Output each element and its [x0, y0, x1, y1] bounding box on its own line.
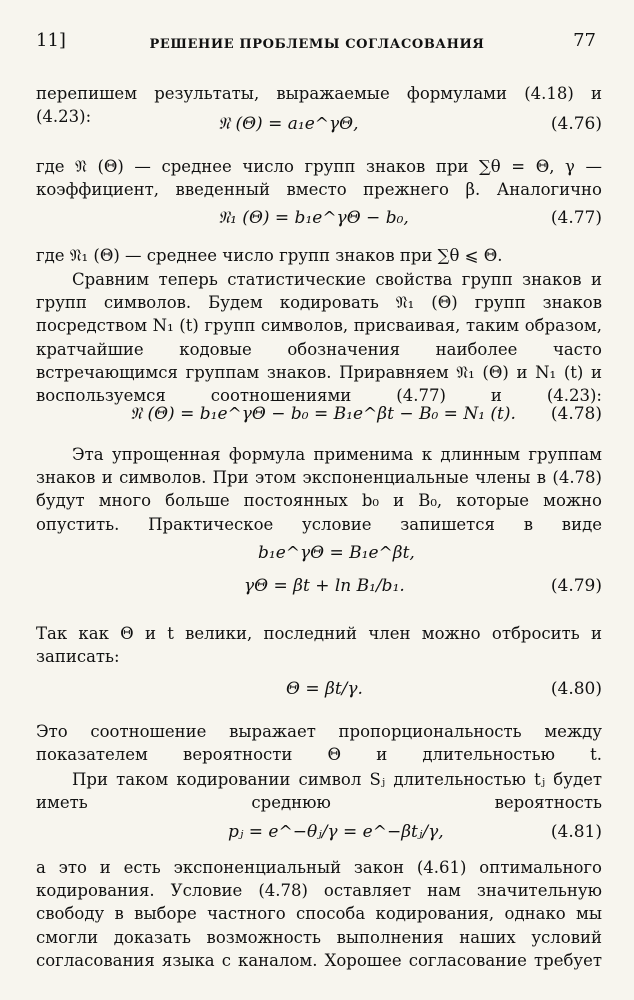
equation-4-77-number: (4.77) — [550, 208, 602, 228]
paragraph-6: Так как Θ и t велики, последний член можно отбросить и записать: — [36, 624, 602, 667]
paragraph-7: Это соотношение выражает пропорциональность между показателем вероятности Θ и длительностью t. — [36, 722, 602, 765]
chapter-number: 11] — [36, 30, 66, 51]
running-title: РЕШЕНИЕ ПРОБЛЕМЫ СОГЛАСОВАНИЯ — [149, 37, 485, 52]
equation-4-79-line2 — [36, 576, 602, 604]
paragraph-3: где 𝔑₁ (Θ) — среднее число групп знаков при ∑θ ⩽ Θ. — [36, 246, 503, 265]
equation-4-78-number: (4.78) — [550, 404, 602, 424]
equation-4-79-formula-2: γΘ = βt + ln B₁/b₁. — [244, 576, 405, 596]
equation-4-76 — [36, 114, 602, 142]
equation-4-79-formula-1: b₁e^γΘ = B₁e^βt, — [258, 543, 415, 563]
paragraph-1: перепишем результаты, выражаемые формулами (4.18) и (4.23): — [36, 84, 602, 127]
equation-4-77-formula: 𝔑₁ (Θ) = b₁e^γΘ − b₀, — [218, 208, 409, 228]
paragraph-4: Сравним теперь статистические свойства групп знаков и групп символов. Будем кодировать 𝔑₁ (Θ) групп знаков посредством N₁ (t) групп символов, присваивая, таким образом, кратчайшие кодовые обозначения наиболее часто встречающимся группам знаков. Приравняем 𝔑₁ (Θ) и N₁ (t) и воспользуемся соотношениями (4.77) и (4.23): — [36, 270, 602, 406]
paragraph-2: где 𝔑 (Θ) — среднее число групп знаков при ∑θ = Θ, γ — коэффициент, введенный вместо прежнего β. Аналогично — [36, 157, 602, 200]
equation-4-80-number: (4.80) — [550, 679, 602, 699]
paragraph-5: Эта упрощенная формула применима к длинным группам знаков и символов. При этом экспоненциальные члены в (4.78) будут много больше постоянных b₀ и B₀, которые можно опустить. Практическое условие запишется в виде — [36, 445, 602, 534]
equation-4-81-number: (4.81) — [550, 822, 602, 842]
equation-4-78 — [36, 404, 602, 432]
equation-4-80-formula: Θ = βt/γ. — [286, 679, 363, 699]
equation-4-77 — [36, 208, 602, 236]
equation-4-76-number: (4.76) — [550, 114, 602, 134]
equation-4-79-number: (4.79) — [550, 576, 602, 596]
equation-4-81-formula: pⱼ = e^−θⱼ/γ = e^−βtⱼ/γ, — [228, 822, 444, 842]
equation-4-81 — [36, 822, 602, 850]
equation-4-76-formula: 𝔑 (Θ) = a₁e^γΘ, — [218, 114, 359, 134]
paragraph-9: а это и есть экспоненциальный закон (4.61) оптимального кодирования. Условие (4.78) оставляет нам значительную свободу в выборе частного способа кодирования, однако мы смогли доказать возможность выполнения наших условий согласования языка с каналом. Хорошее согласование требует — [36, 858, 602, 970]
paragraph-8: При таком кодировании символ Sⱼ длительностью tⱼ будет иметь среднюю вероятность — [36, 770, 602, 813]
equation-4-80 — [36, 679, 602, 707]
page-number: 77 — [573, 30, 596, 51]
equation-4-78-formula: 𝔑 (Θ) = b₁e^γΘ − b₀ = B₁e^βt − B₀ = N₁ (t). — [130, 404, 516, 424]
equation-4-79-line1 — [36, 543, 602, 571]
